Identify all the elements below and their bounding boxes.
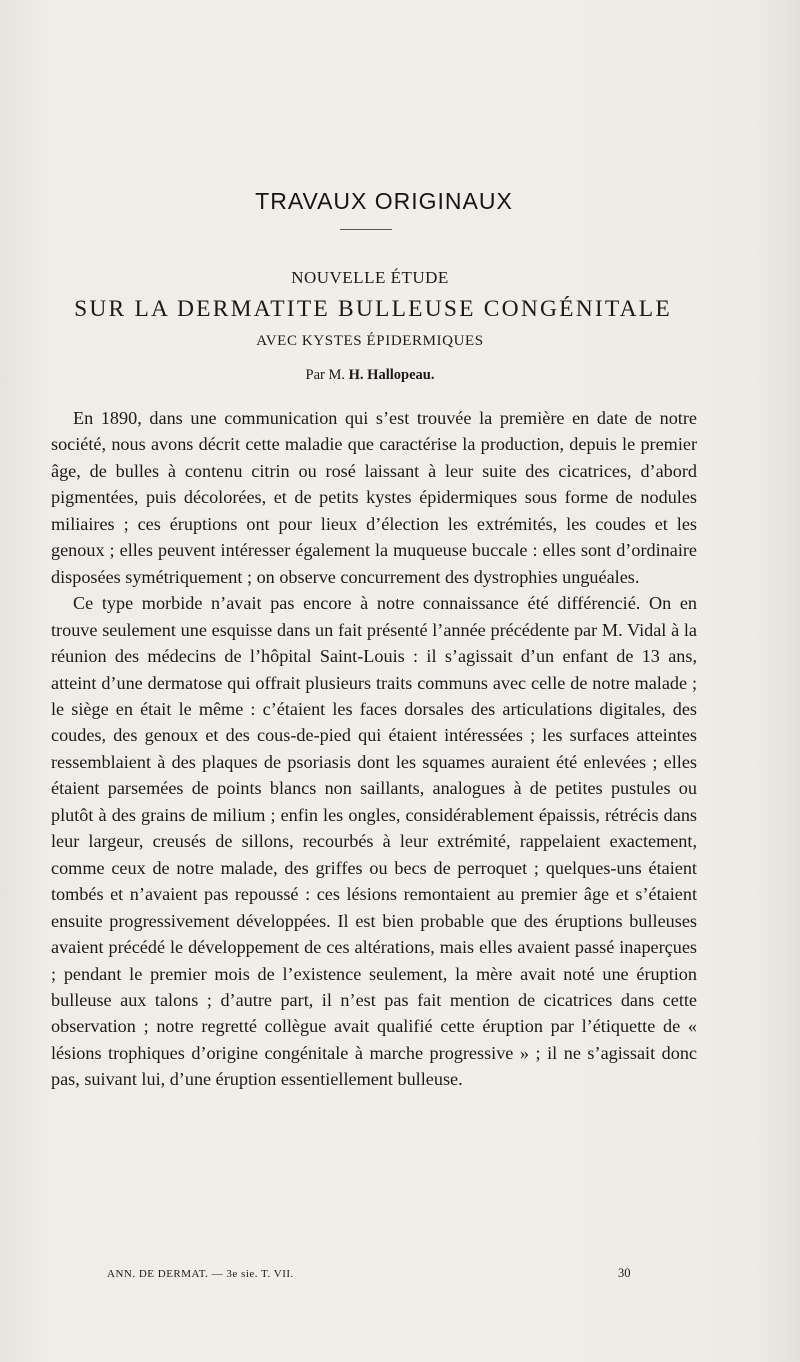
- author-prefix: Par M.: [305, 367, 346, 383]
- author-line: [0, 367, 740, 384]
- paragraph-2: Ce type morbide n’avait pas encore à notre connaissance été différencié. On en trouve seulement une esquisse dans un fait présenté l’année précédente par M. Vidal à la réunion des médecins de l’hôpital Saint-Louis : il s’agissait d’un enfant de 13 ans, atteint d’une dermatose qui offrait plusieurs traits communs avec celle de notre malade ; le siège en était le même : c’étaient les faces dorsales des articulations digitales, des coudes, des genoux et des cous-de-pied qui étaient intéressées ; les surfaces atteintes ressemblaient à des plaques de psoriasis dont les squames auraient été enlevées ; elles étaient parsemées de points blancs non saillants, analogues à de petites pustules ou plutôt à des grains de milium ; enfin les ongles, considérablement épaissis, rétrécis dans leur largeur, creusés de sillons, recourbés à leur extrémité, rappelaient exactement, comme ceux de notre malade, des griffes ou becs de perroquet ; quelques-uns étaient tombés et n’avaient pas repoussé : ces lésions remontaient au premier âge et s’étaient ensuite progressivement développées. Il est bien probable que des éruptions bulleuses avaient précédé le développement de ces altérations, mais elles avaient passé inaperçues ; pendant le premier mois de l’existence seulement, la mère avait noté une éruption bulleuse aux talons ; d’autre part, il n’est pas fait mention de cicatrices dans cette observation ; notre regretté collègue avait qualifié cette éruption par l’étiquette de « lésions trophiques d’origine congénitale à marche progressive » ; il ne s’agissait donc pas, suivant lui, d’une éruption essentiellement bulleuse.: [51, 593, 697, 1090]
- article-kicker: NOUVELLE ÉTUDE: [291, 268, 449, 287]
- article-body: [51, 405, 697, 1093]
- page-number: 30: [618, 1266, 631, 1280]
- section-title: TRAVAUX ORIGINAUX: [255, 188, 513, 214]
- author-name: H. Hallopeau.: [348, 367, 435, 383]
- paragraph-1: En 1890, dans une communication qui s’est trouvée la première en date de notre société, nous avons décrit cette maladie que caractérise la production, depuis le premier âge, de bulles à contenu citrin ou rosé laissant à leur suite des cicatrices, d’abord pigmentées, puis décolorées, et de petits kystes épidermiques sous forme de nodules miliaires ; ces éruptions ont pour lieux d’élection les extrémités, les coudes et les genoux ; elles peuvent intéresser également la muqueuse buccale : elles sont d’ordinaire disposées symétriquement ; on observe concurrement des dystrophies unguéales.: [51, 408, 697, 587]
- journal-reference: ANN. DE DERMAT. — 3e sie. T. VII.: [107, 1268, 294, 1280]
- title-rule: [340, 229, 392, 230]
- article-subtitle: AVEC KYSTES ÉPIDERMIQUES: [256, 333, 484, 349]
- article-title: SUR LA DERMATITE BULLEUSE CONGÉNITALE: [74, 296, 672, 322]
